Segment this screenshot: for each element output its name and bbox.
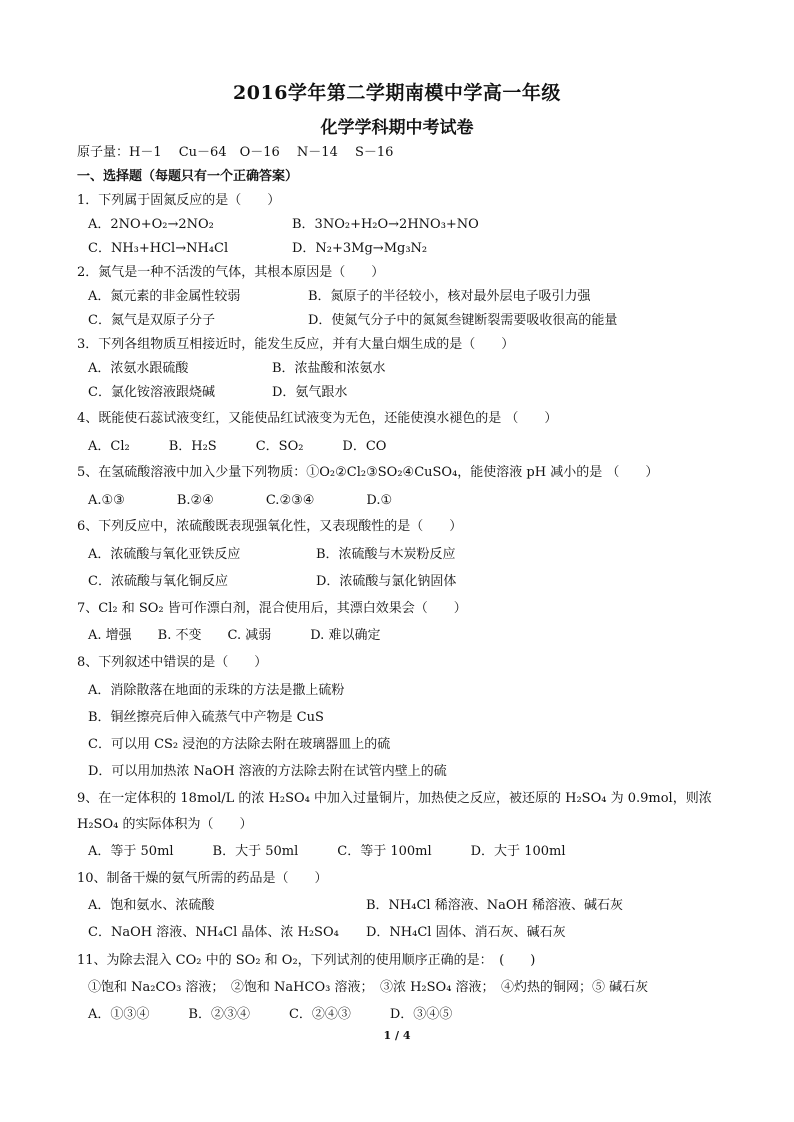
q4-options: A．Cl₂ B．H₂S C．SO₂ D．CO xyxy=(88,439,387,454)
q8-option-a: A．消除散落在地面的汞珠的方法是撒上硫粉 xyxy=(88,683,345,698)
q8-option-b: B．铜丝擦亮后伸入硫蒸气中产物是 CuS xyxy=(88,710,324,725)
page-number: 1 / 4 xyxy=(383,1029,411,1042)
question-11: 11、为除去混入 CO₂ 中的 SO₂ 和 O₂，下列试剂的使用顺序正确的是： ( ) xyxy=(77,953,536,968)
q10-option-c: C．NaOH 溶液、NH₄Cl 晶体、浓 H₂SO₄ xyxy=(88,925,339,940)
q9-options: A．等于 50ml B．大于 50ml C．等于 100ml D．大于 100ml xyxy=(88,844,566,859)
q6-option-c: C．浓硫酸与氧化铜反应 xyxy=(88,574,228,589)
question-10: 10、制备干燥的氨气所需的药品是（ ） xyxy=(77,871,328,886)
q3-option-d: D．氨气跟水 xyxy=(272,385,348,400)
q1-option-b: B．3NO₂+H₂O→2HNO₃+NO xyxy=(292,217,479,232)
q3-option-a: A．浓氨水跟硫酸 xyxy=(88,361,189,376)
q2-option-d: D．使氮气分子中的氮氮叁键断裂需要吸收很高的能量 xyxy=(308,313,618,328)
question-6: 6、下列反应中，浓硫酸既表现强氧化性，又表现酸性的是（ ） xyxy=(77,519,463,534)
q11-options: A．①③④ B．②③④ C．②④③ D．③④⑤ xyxy=(88,1007,453,1022)
question-4: 4、既能使石蕊试液变红，又能使品红试液变为无色，还能使溴水褪色的是 （ ） xyxy=(77,411,558,426)
q10-option-b: B．NH₄Cl 稀溶液、NaOH 稀溶液、碱石灰 xyxy=(366,898,623,913)
question-2: 2．氮气是一种不活泼的气体，其根本原因是（ ） xyxy=(77,265,385,280)
exam-subtitle: 化学学科期中考试卷 xyxy=(320,118,474,138)
section-heading: 一、选择题（每题只有一个正确答案） xyxy=(77,169,299,184)
exam-title: 2016学年第二学期南模中学高一年级 xyxy=(233,82,561,104)
atomic-mass-line: 原子量：H－1 Cu－64 O－16 N－14 S－16 xyxy=(77,145,394,160)
q2-option-a: A．氮元素的非金属性较弱 xyxy=(88,289,241,304)
q5-options: A.①③ B.②④ C.②③④ D.① xyxy=(88,493,393,508)
q3-option-b: B．浓盐酸和浓氨水 xyxy=(272,361,386,376)
q10-option-d: D．NH₄Cl 固体、消石灰、碱石灰 xyxy=(366,925,566,940)
question-3: 3．下列各组物质互相接近时，能发生反应，并有大量白烟生成的是（ ） xyxy=(77,337,515,352)
q6-option-a: A．浓硫酸与氧化亚铁反应 xyxy=(88,547,241,562)
q1-option-d: D．N₂+3Mg→Mg₃N₂ xyxy=(292,241,428,256)
q2-option-c: C．氮气是双原子分子 xyxy=(88,313,215,328)
q6-option-d: D．浓硫酸与氯化钠固体 xyxy=(316,574,457,589)
q8-option-d: D．可以用加热浓 NaOH 溶液的方法除去附在试管内壁上的硫 xyxy=(88,764,447,779)
q1-option-a: A．2NO+O₂→2NO₂ xyxy=(88,217,214,232)
q3-option-c: C．氯化铵溶液跟烧碱 xyxy=(88,385,215,400)
question-1: 1．下列属于固氮反应的是（ ） xyxy=(77,193,281,208)
question-9-line-2: H₂SO₄ 的实际体积为（ ） xyxy=(77,817,253,832)
question-8: 8、下列叙述中错误的是（ ） xyxy=(77,655,268,670)
q8-option-c: C．可以用 CS₂ 浸泡的方法除去附在玻璃器皿上的硫 xyxy=(88,737,391,752)
question-9-line-1: 9、在一定体积的 18mol/L 的浓 H₂SO₄ 中加入过量铜片，加热使之反应，被还原的 H₂SO₄ 为 0.9mol，则浓 xyxy=(77,791,712,806)
q6-option-b: B．浓硫酸与木炭粉反应 xyxy=(316,547,456,562)
question-5: 5、在氢硫酸溶液中加入少量下列物质：①O₂②Cl₂③SO₂④CuSO₄，能使溶液 pH 减小的是 （ ） xyxy=(77,465,659,480)
q1-option-c: C．NH₃+HCl→NH₄Cl xyxy=(88,241,229,256)
q11-reagents: ①饱和 Na₂CO₃ 溶液； ②饱和 NaHCO₃ 溶液； ③浓 H₂SO₄ 溶液； ④灼热的铜网；⑤ 碱石灰 xyxy=(88,980,649,995)
q2-option-b: B．氮原子的半径较小，核对最外层电子吸引力强 xyxy=(308,289,591,304)
q10-option-a: A．饱和氨水、浓硫酸 xyxy=(88,898,215,913)
q7-options: A. 增强 B. 不变 C. 减弱 D. 难以确定 xyxy=(88,628,381,643)
question-7: 7、Cl₂ 和 SO₂ 皆可作漂白剂，混合使用后，其漂白效果会（ ） xyxy=(77,601,467,616)
